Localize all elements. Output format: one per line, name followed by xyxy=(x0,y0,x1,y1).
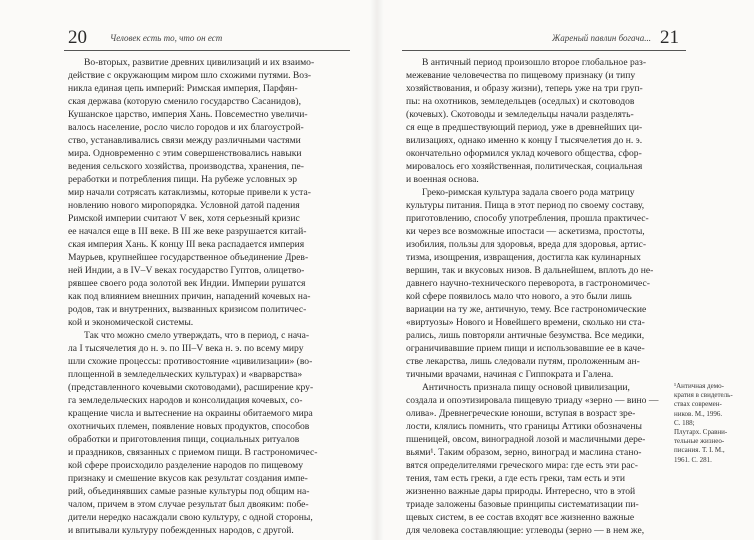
text-line: Во-вторых, развитие древних цивилизаций и их взаимо- xyxy=(84,57,315,68)
footnote-line: тельные жизнео- xyxy=(674,437,725,446)
right-page-number: 21 xyxy=(660,27,679,48)
text-line: окончательно оформился уклад кочевого общества, сфор- xyxy=(406,148,642,159)
text-line: пы: на охотников, земледельцев (оседлых) и скотоводов xyxy=(406,96,635,107)
text-line: тизма, изощрения, извращения, достигла как кулинарных xyxy=(406,252,641,263)
text-line: новлению нового миропорядка. Условной датой падения xyxy=(68,200,300,211)
text-line: признаку и смешение вкусов как результат создания импе- xyxy=(68,473,308,484)
text-line: (представленного кочевыми скотоводами), расширение кру- xyxy=(68,382,314,393)
footnote-line: 1961. С. 281. xyxy=(674,455,712,464)
text-line: ская империя Хань. К концу III века распадается империя xyxy=(68,239,305,250)
text-line: Так что можно смело утверждать, что в период, с нача- xyxy=(84,330,310,341)
text-line: хозяйствования, и образу жизни), теперь уже на три груп- xyxy=(406,83,643,94)
text-line: Греко-римская культура задала своего рода матрицу xyxy=(422,187,635,198)
footnote-line: Плутарх. Сравни- xyxy=(674,428,728,437)
text-line: вьями¹. Таким образом, зерно, виноград и маслина стано- xyxy=(406,447,642,458)
text-line: тения, там есть греки, а где есть греки, там есть и эти xyxy=(406,473,625,484)
text-line: триаде заложены базовые принципы систематизации пи- xyxy=(406,499,639,510)
text-line: действие с окружающим миром шло схожими путями. Воз- xyxy=(68,70,312,81)
text-line: тичными врачами, начиная с Гиппократа и Галена. xyxy=(406,369,614,380)
left-header-rule xyxy=(64,50,350,51)
footnote-line: писания. Т. I. М., xyxy=(674,446,725,455)
text-line: (кочевых). Скотоводы и земледельцы начали разделять- xyxy=(406,109,634,120)
footnote-line: С. 188; xyxy=(674,418,695,427)
text-line: «виртуозы» Нового и Новейшего времени, сколько ни ста- xyxy=(406,317,645,328)
text-line: ки через все возможные ипостаси — аскетизма, простоты, xyxy=(406,226,645,237)
text-line: лости, клялись помнить, что границы Аттики обозначены xyxy=(406,421,642,432)
text-line: вятся определителями греческого мира: где есть эти рас- xyxy=(406,460,638,471)
text-line: для человека составляющие: углеводы (зерно — в нем же, xyxy=(406,525,645,536)
footnotes xyxy=(674,382,746,465)
text-line: рявшее своего рода золотой век Индии. Империи рушатся xyxy=(68,278,306,289)
text-line: мира. Одновременно с этим совершенствовались навыки xyxy=(68,148,302,159)
text-line: кой сфере появилось мало что нового, а это были лишь xyxy=(406,291,632,302)
text-line: рий, объединявших самые разные культуры под общим на- xyxy=(68,486,310,497)
text-line: приготовлению, способу употребления, прошла практичес- xyxy=(406,213,649,224)
text-line: и впитывали культуру побежденных народов, с другой. xyxy=(68,525,294,536)
footnote-line: ¹Античная демо- xyxy=(674,382,724,390)
text-line: ведения сельского хозяйства, производства, хранения, пе- xyxy=(68,161,304,172)
book-gutter xyxy=(370,0,384,540)
text-line: как под влиянием внешних причин, нападений кочевых на- xyxy=(68,291,311,302)
text-line: площенной в земледельческих культурах) и «варварства» xyxy=(68,369,303,380)
text-line: га земледельческих народов и консолидация кочевых, со- xyxy=(68,395,303,406)
text-line: межевание человечества по пищевому признаку (и типу xyxy=(406,70,636,81)
text-line: дители нередко насаждали свою культуру, с одной стороны, xyxy=(68,512,313,523)
text-line: олива». Древнегреческие юноши, вступая в возраст зре- xyxy=(406,408,636,419)
left-body-text xyxy=(68,56,350,537)
footnote-line: ствах современ- xyxy=(674,400,722,409)
text-line: охотничьих племен, появление новых продуктов, способов xyxy=(68,421,310,432)
text-line: ла I тысячелетия до н. э. по III–V века н. э. по всему миру xyxy=(68,343,304,354)
footnote-line: ников. М., 1996. xyxy=(674,409,723,418)
text-line: Античность признала пищу основой цивилизации, xyxy=(422,382,630,393)
text-line: чалом, причем в этом случае результат был двояким: побе- xyxy=(68,499,309,510)
text-line: мир начали сотрясать катаклизмы, которые привели к уста- xyxy=(68,187,311,198)
left-running-head: Человек есть то, что он ест xyxy=(110,33,223,43)
text-line: валось население, росло число городов и их благоустрой- xyxy=(68,122,304,133)
text-line: Кушанское царство, империя Хань. Повсеместно увеличи- xyxy=(68,109,308,120)
text-line: жизненно важные дары природы. Интересно, что в этой xyxy=(406,486,636,497)
text-line: ство, устанавливались связи между различными частями xyxy=(68,135,301,146)
text-line: и военная основа. xyxy=(406,174,479,185)
text-line: ся еще в предшествующий период, уже в древнейших ци- xyxy=(406,122,643,133)
text-line: Римской империи считают V век, хотя серьезный кризис xyxy=(68,213,300,224)
right-body-text xyxy=(406,56,662,537)
left-page-number: 20 xyxy=(68,27,87,48)
text-line: щевых систем, в ее состав входят все жизненно важные xyxy=(406,512,635,523)
text-line: обработки и приготовления пищи, социальных ритуалов xyxy=(68,434,300,445)
text-line: ская держава (которую сменило государство Сасанидов), xyxy=(68,96,301,107)
text-line: давнего научно-технического переворота, в гастрономичес- xyxy=(406,278,650,289)
text-line: шли схожие процессы: противостояние «цивилизации» (во- xyxy=(68,356,313,367)
text-line: родов, так и внутренних, вызванных кризисом политичес- xyxy=(68,304,307,315)
right-header-rule xyxy=(402,50,686,51)
text-line: и праздников, связанных с приемом пищи. В гастрономичес- xyxy=(68,447,318,458)
text-line: ней Индии, а в IV–V веках государство Гуптов, олицетво- xyxy=(68,265,305,276)
text-line: В античный период произошло второе глобальное раз- xyxy=(422,57,647,68)
text-line: никла единая цепь империй: Римская империя, Парфян- xyxy=(68,83,298,94)
text-line: создала и опоэтизировала пищевую триаду «зерно — вино — xyxy=(406,395,659,406)
text-line: ее начался еще в III веке. В III же веке разрушается китай- xyxy=(68,226,307,237)
text-line: реработки и потребления пищи. На рубеже условных эр xyxy=(68,174,298,185)
text-line: пшеницей, овсом, виноградной лозой и масличными дере- xyxy=(406,434,646,445)
text-line: вилизациях, однако именно к концу I тысячелетия до н. э. xyxy=(406,135,643,146)
text-line: вершин, так и вкусовых низов. В дальнейшем, вплоть до не- xyxy=(406,265,654,276)
text-line: вариации на ту же, античную, тему. Все гастрономические xyxy=(406,304,647,315)
footnote-line: кратия в свидетель- xyxy=(674,391,733,400)
text-line: кращение числа и вытеснение на окраины обитаемого мира xyxy=(68,408,313,419)
text-line: рались, лишь повторяли античные безумства. Все медики, xyxy=(406,330,645,341)
text-line: стве лекарства, лишь следовали путям, проложенным ан- xyxy=(406,356,640,367)
text-line: кой сфере происходило разделение народов по пищевому xyxy=(68,460,304,471)
text-line: ограничивавшие прием пищи и использовавшие ее в каче- xyxy=(406,343,645,354)
text-line: кой и экономической системы. xyxy=(68,317,194,328)
text-line: культуры питания. Пища в этот период по своему составу, xyxy=(406,200,645,211)
right-running-head: Жареный павлин богача... xyxy=(552,33,651,43)
text-line: мировалось его хозяйственная, политическая, социальная xyxy=(406,161,643,172)
text-line: изобилия, пользы для здоровья, вреда для здоровья, артис- xyxy=(406,239,647,250)
text-line: Маурьев, крупнейшее государственное объединение Древ- xyxy=(68,252,309,263)
